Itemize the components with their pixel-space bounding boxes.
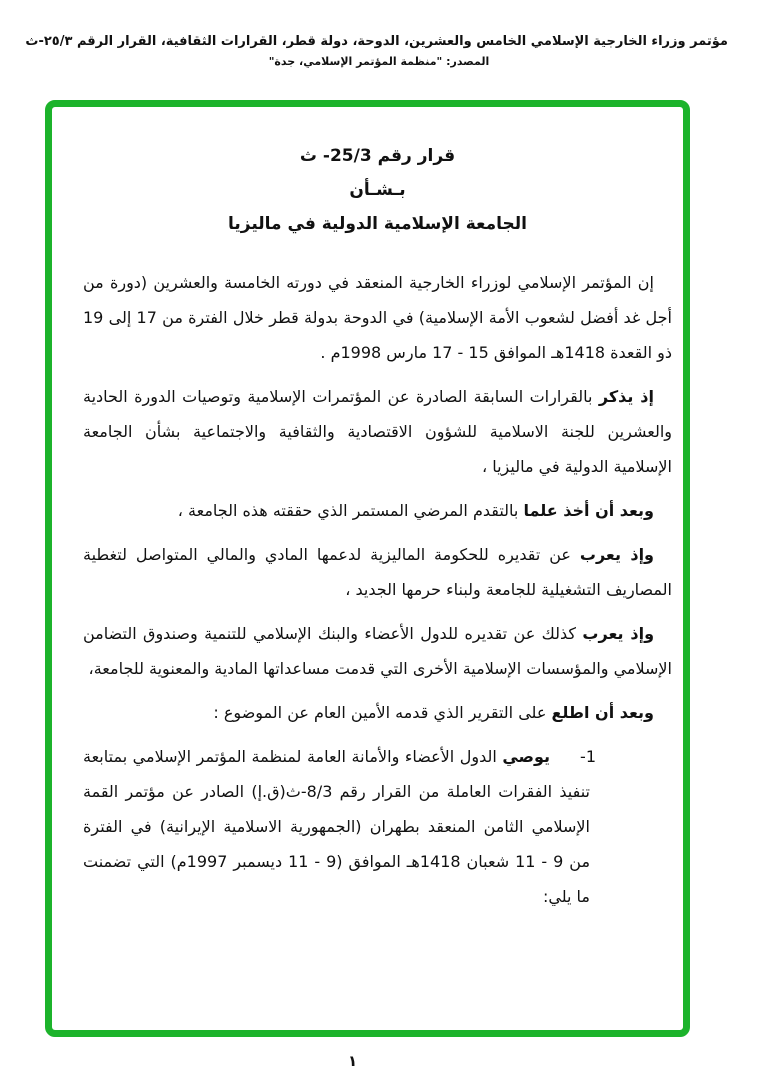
paragraph-appreciation-members bbox=[83, 616, 672, 686]
paragraph-taking-note-lead: وبعد أن أخذ علما bbox=[523, 501, 654, 520]
header-citation-line: مؤتمر وزراء الخارجية الإسلامي الخامس والعشرين، الدوحة، دولة قطر، القرارات الثقافية، القرار الرقم ٢٥/٣-ث bbox=[25, 34, 728, 49]
paragraph-appreciation-malaysia bbox=[83, 537, 672, 607]
paragraph-recalling-lead: إذ يذكر bbox=[598, 387, 654, 406]
document-header bbox=[25, 34, 728, 68]
resolution-regarding-title: بـشـأن bbox=[349, 180, 406, 200]
paragraph-appreciation-malaysia-text: عن تقديره للحكومة الماليزية لدعمها المادي والمالي المتواصل لتغطية المصاريف التشغيلية للجامعة ولبناء حرمها الجديد ، bbox=[83, 545, 672, 599]
header-source-line: المصدر: "منظمة المؤتمر الإسلامي، جدة" bbox=[268, 55, 490, 68]
paragraph-taking-note-text: بالتقدم المرضي المستمر الذي حققته هذه الجامعة ، bbox=[177, 501, 524, 520]
resolution-title-block bbox=[83, 139, 672, 241]
page-number: ١ bbox=[348, 1052, 358, 1070]
paragraph-preamble-text: إن المؤتمر الإسلامي لوزراء الخارجية المنعقد في دورته الخامسة والعشرين (دورة من أجل غد أفضل لشعوب الأمة الإسلامية) في الدوحة بدولة قطر خلال الفترة من 17 إلى 19 ذو القعدة 1418هـ الموافق 15 - 17 مارس 1998م . bbox=[83, 273, 672, 362]
paragraph-recalling-text: بالقرارات السابقة الصادرة عن المؤتمرات الإسلامية وتوصيات الدورة الحادية والعشرين للجنة الاسلامية للشؤون الاقتصادية والثقافية والاجتماعية بشأن الجامعة الإسلامية الدولية في ماليزيا ، bbox=[83, 387, 672, 476]
paragraph-report-lead: وبعد أن اطلع bbox=[551, 703, 654, 722]
paragraph-taking-note bbox=[83, 493, 672, 528]
paragraph-appreciation-malaysia-lead: وإذ يعرب bbox=[579, 545, 654, 564]
item-1-number: 1- bbox=[580, 747, 596, 766]
resolution-subject-title: الجامعة الإسلامية الدولية في ماليزيا bbox=[228, 214, 527, 234]
item-1-text: الدول الأعضاء والأمانة العامة لمنظمة المؤتمر الإسلامي بمتابعة تنفيذ الفقرات العاملة من القرار رقم 8/3-ث(ق.إ) الصادر عن مؤتمر القمة الإسلامي الثامن المنعقد بطهران (الجمهورية الاسلامية الإيرانية) في الفترة من 9 - 11 شعبان 1418هـ الموافق (9 - 11 ديسمبر 1997م) التي تضمنت ما يلي: bbox=[83, 747, 591, 906]
item-1-lead: يوصي bbox=[502, 747, 550, 766]
paragraph-preamble bbox=[83, 265, 672, 370]
paragraph-appreciation-members-text: كذلك عن تقديره للدول الأعضاء والبنك الإسلامي للتنمية وصندوق التضامن الإسلامي والمؤسسات الإسلامية الأخرى التي قدمت مساعداتها المادية والمعنوية للجامعة، bbox=[83, 624, 672, 678]
paragraph-report-text: على التقرير الذي قدمه الأمين العام عن الموضوع : bbox=[213, 703, 552, 722]
paragraph-appreciation-members-lead: وإذ يعرب bbox=[582, 624, 655, 643]
paragraph-recalling bbox=[83, 379, 672, 484]
paragraph-report bbox=[83, 695, 672, 730]
green-border-frame bbox=[45, 100, 690, 1037]
numbered-item-1 bbox=[83, 739, 596, 914]
resolution-number-title: قرار رقم 25/3- ث bbox=[299, 146, 456, 166]
